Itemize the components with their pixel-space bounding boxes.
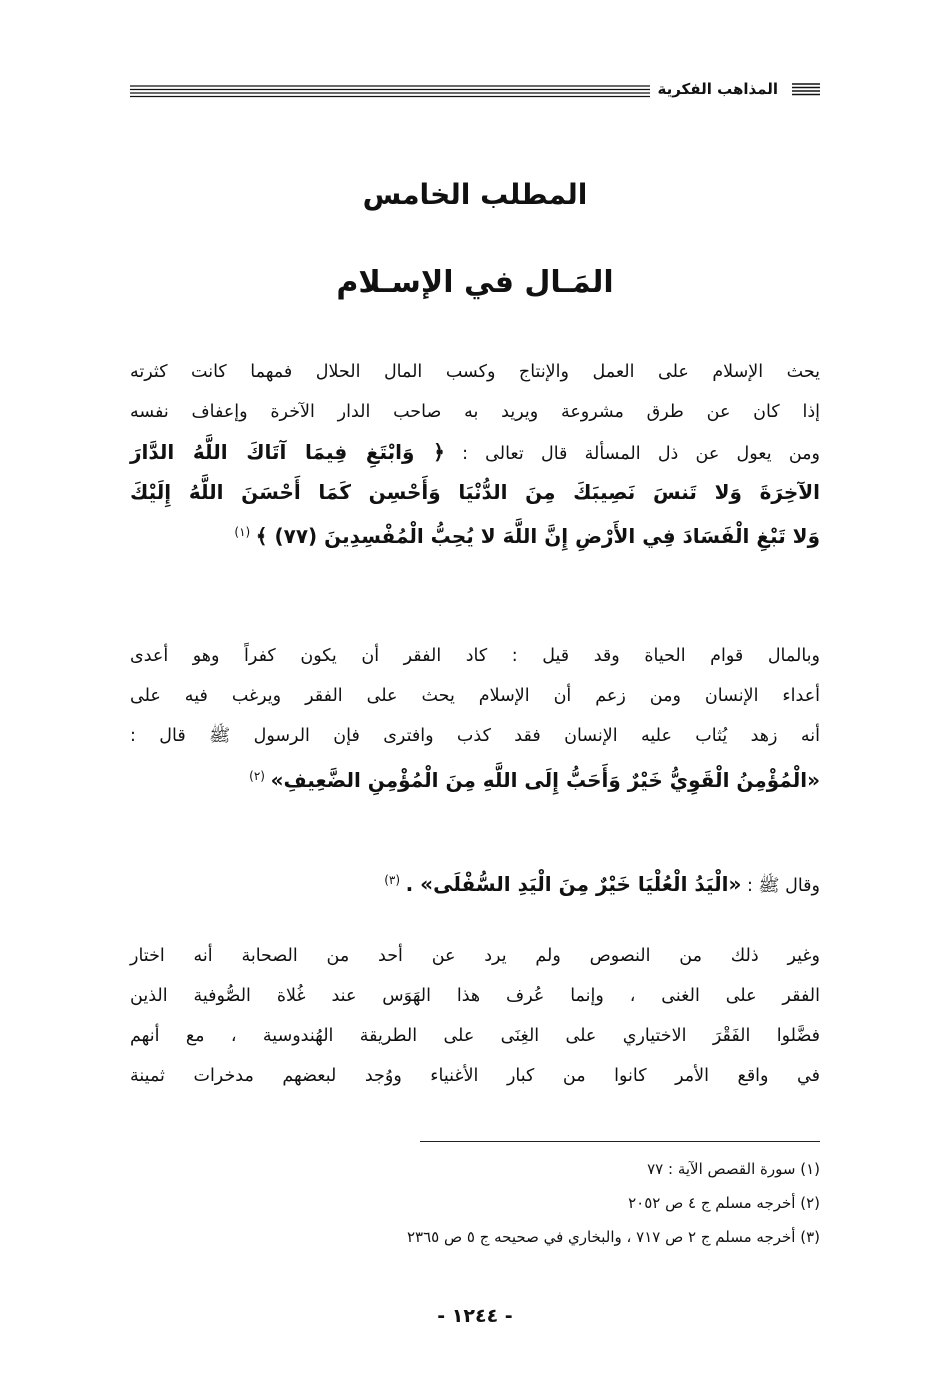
footnote-ref: (٣) — [384, 873, 401, 887]
footnote-ref: (٢) — [249, 769, 265, 783]
running-header — [130, 78, 820, 108]
paragraph-line — [130, 860, 820, 900]
header-ornament-icon — [792, 83, 820, 97]
paragraph-line: أعداء الإنسان ومن زعم أن الإسلام يحث على الفقر ويرغب فيه على — [130, 686, 820, 706]
quran-verse: ﴿ وَابْتَغِ فِيمَا آتَاكَ اللَّهُ الدَّارَ — [130, 440, 445, 464]
paragraph-line: في واقع الأمر كانوا من كبار الأغنياء ووُجد لبعضهم مدخرات ثمينة — [130, 1066, 820, 1086]
footnote: (١) سورة القصص الآية : ٧٧ — [647, 1160, 820, 1178]
footnotes — [130, 1152, 820, 1254]
paragraph-1 — [130, 352, 820, 552]
paragraph-2 — [130, 636, 820, 796]
subject-title: المَـال في الإسـلام — [336, 265, 614, 300]
paragraph-line: إذا كان عن طرق مشروعة ويريد به صاحب الدار الآخرة وإعفاف نفسه — [130, 402, 820, 422]
hadith-quote: «الْمُؤْمِنُ الْقَوِيُّ خَيْرٌ وَأَحَبُّ إِلَى اللَّهِ مِنَ الْمُؤْمِنِ الضَّعِيفِ» — [270, 767, 820, 792]
paragraph-line: فضَّلوا الفَقْرَ الاختياري على الغِنَى على الطريقة الهُندوسية ، مع أنهم — [130, 1026, 820, 1046]
footnote-divider — [420, 1141, 820, 1142]
quran-verse: وَلا تَبْغِ الْفَسَادَ فِي الأَرْضِ إِنَّ اللَّهَ لا يُحِبُّ الْمُفْسِدِينَ (٧٧) ﴾ — [255, 523, 820, 548]
footnote: (٢) أخرجه مسلم ج ٤ ص ٢٠٥٢ — [628, 1194, 820, 1212]
footnote: (٣) أخرجه مسلم ج ٢ ص ٧١٧ ، والبخاري في صحيحه ج ٥ ص ٢٣٦٥ — [406, 1228, 820, 1246]
paragraph-line: أنه زهد يُثاب عليه الإنسان فقد كذب وافترى فإن الرسول ﷺ قال : — [130, 726, 820, 746]
hadith-quote: «الْيَدُ الْعُلْيَا خَيْرٌ مِنَ الْيَدِ السُّفْلَى» . — [405, 871, 742, 896]
paragraph-line: الفقر على الغنى ، وإنما عُرف هذا الهَوَس عند غُلاة الصُّوفية الذين — [130, 986, 820, 1006]
page-number: - ١٢٤٤ - — [437, 1305, 513, 1327]
paragraph-line: يحث الإسلام على العمل والإنتاج وكسب المال الحلال فمهما كانت كثرته — [130, 362, 820, 382]
paragraph-line: وبالمال قوام الحياة وقد قيل : كاد الفقر أن يكون كفراً وهو أعدى — [130, 646, 820, 666]
verse-intro: ومن يعول عن ذل المسألة قال تعالى : — [462, 444, 820, 464]
paragraph-line: وغير ذلك من النصوص ولم يرد عن أحد من الصحابة أنه اختار — [130, 946, 820, 966]
paragraph-3 — [130, 860, 820, 900]
header-rules — [130, 85, 650, 99]
paragraph-line — [130, 432, 820, 472]
hadith-intro: وقال ﷺ : — [746, 875, 820, 896]
paragraph-4 — [130, 936, 820, 1096]
running-title: المذاهب الفكرية — [652, 80, 785, 98]
quran-verse: الآخِرَةَ وَلا تَنسَ نَصِيبَكَ مِنَ الدُّنْيَا وَأَحْسِن كَمَا أَحْسَنَ اللَّهُ إِلَيْكَ — [130, 480, 820, 504]
paragraph-line — [130, 756, 820, 796]
paragraph-line — [130, 512, 820, 552]
section-title: المطلب الخامس — [362, 178, 588, 211]
footnote-ref: (١) — [234, 525, 251, 539]
